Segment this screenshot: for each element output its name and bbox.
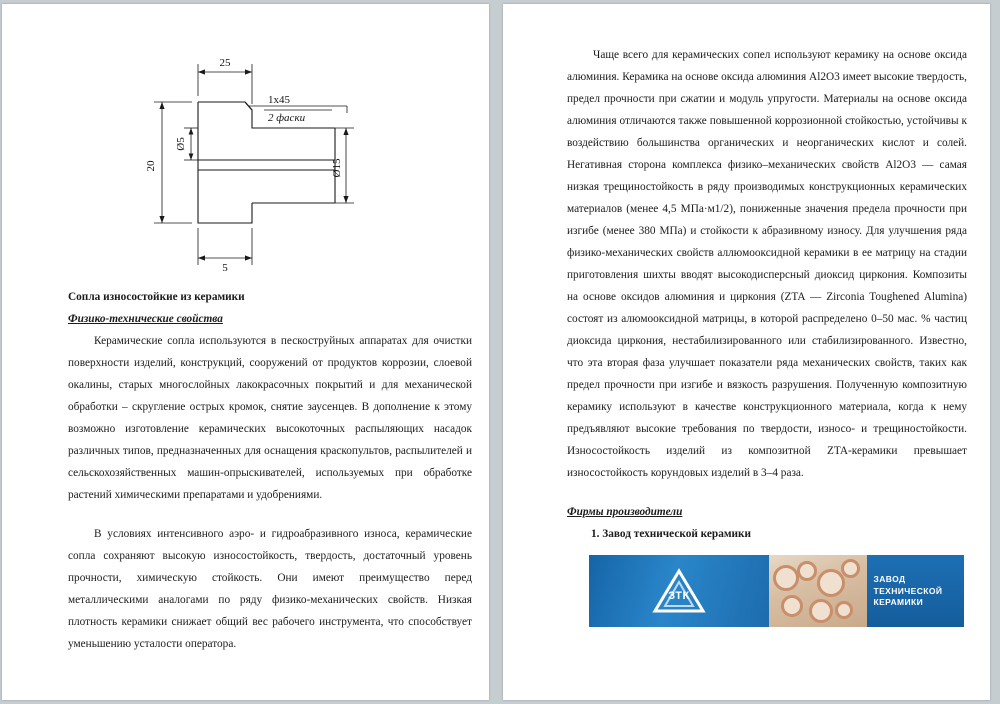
section-heading: Сопла износостойкие из керамики — [68, 291, 245, 303]
body-paragraphs — [68, 330, 472, 655]
logo-text: ЗТК — [668, 589, 690, 602]
paragraph: Керамические сопла используются в пескоструйных аппаратах для очистки поверхности изделий, конструкций, сооружений от продуктов коррозии, слоевой окалины, старых многослойных лакокрасочных покрытий и для механической обработки – скругление острых кромок, снятие заусенцев. В дополнение к этому возможно изготовление керамических высокоточных распыляющих насадок различных типов, предназначенных для оснащения краскопультов, распылителей и сельскохозяйственных машин-опрыскивателей, используемых при обработке растений химическими препаратами и удобрениями. — [68, 335, 472, 502]
drawing-svg — [2, 18, 489, 290]
section-subheading: Физико-технические свойства — [68, 313, 223, 326]
section-heading-manufacturers: Фирмы производители — [567, 506, 683, 519]
right-page-text — [567, 44, 967, 627]
banner-company-name — [867, 555, 965, 627]
body-paragraphs — [567, 44, 967, 484]
banner-line: ЗАВОД — [873, 574, 906, 585]
list-item: 1. Завод технической керамики — [591, 528, 752, 541]
ceramic-products-photo — [769, 555, 867, 627]
company-banner-image — [589, 555, 964, 627]
banner-line: КЕРАМИКИ — [873, 597, 924, 608]
banner-logo-panel — [589, 555, 769, 627]
dim-top-width: 25 — [219, 57, 231, 69]
left-page-text — [68, 286, 472, 655]
dim-bottom-width: 5 — [222, 262, 228, 274]
paragraph: Чаще всего для керамических сопел используют керамику на основе оксида алюминия. Керамика на основе оксида алюминия Al2O3 имеет высокие твердость, предел прочности при сжатии и модуль упругости. Материалы на основе оксида алюминия отличаются также повышенной коррозионной стойкостью, устойчивы к воздействию большинства органических и неорганических кислот и солей. Негативная сторона комплекса физико–механических свойств Al2O3 — самая низкая трещиностойкость в ряду производимых конструкционных керамических материалов (менее 4,5 МПа·м1/2), пониженные значения предела прочности при изгибе (менее 380 МПа) и стойкости к абразивному износу. Для улучшения ряда физико-механических свойств аллюмооксидной керамики в ее матрицу на стадии приготовления шихты вводят высокодисперсный диоксид циркония. Композиты на основе оксидов алюминия и циркония (ZTA — Zirconia Toughened Alumina) состоят из алюмооксидной матрицы, в которой распределено 0–50 мас. % частиц диоксида циркония, нестабилизированного или стабилизированного. Известно, что эта вторая фаза улучшает показатели ряда механических свойств, таких как предел прочности при изгибе и вязкость разрушения. Полученную композитную керамику используют в качестве конструкционного материала, когда к нему предъявляют высокие требования по твердости, износо- и трещиностойкости. Износостойкость изделий из композитной ZTA-керамики превышает износостойкость корундовых изделий в 3–4 раза. — [567, 49, 967, 480]
banner-right-panel — [769, 555, 964, 627]
dim-chamfer-angle: 1х45 — [268, 94, 290, 106]
dim-inner-height: Ø5 — [175, 137, 187, 151]
banner-line: ТЕХНИЧЕСКОЙ — [873, 585, 943, 596]
dim-chamfer-note: 2 фаски — [268, 112, 306, 124]
page-right — [503, 4, 990, 700]
page-left — [2, 4, 489, 700]
paragraph: В условиях интенсивного аэро- и гидроабразивного износа, керамические сопла сохраняют высокую износостойкость, твердость, достаточный уровень прочности, химическую стойкость. Они имеют преимущество перед металлическими аналогами по ряду физико-механических свойств. Низкая плотность керамики снижает общий вес рабочего инструмента, что способствует уменьшению усталости оператора. — [68, 528, 472, 651]
dim-left-height: 20 — [145, 160, 157, 172]
nozzle-cross-section-drawing — [2, 18, 489, 290]
dim-right-height: Ø15 — [331, 158, 343, 178]
